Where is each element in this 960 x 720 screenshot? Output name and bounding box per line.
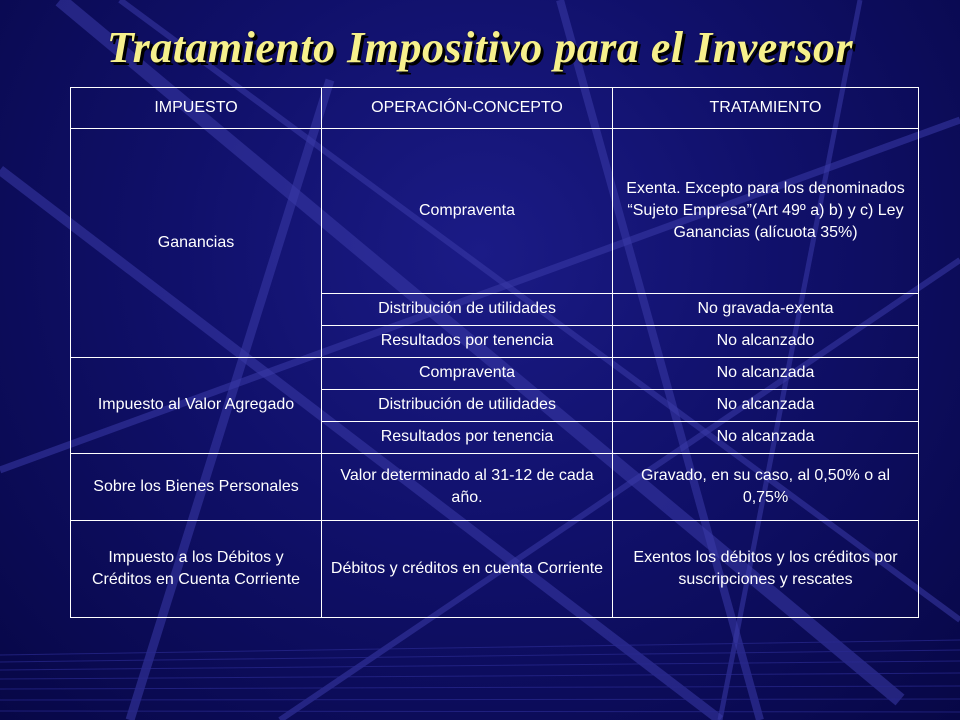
operacion-cell: Distribución de utilidades <box>322 390 613 422</box>
operacion-cell: Compraventa <box>322 129 613 294</box>
header-impuesto: IMPUESTO <box>71 88 322 129</box>
table-row <box>71 454 919 521</box>
tax-treatment-table <box>70 87 919 618</box>
tratamiento-cell: Exentos los débitos y los créditos por suscripciones y rescates <box>613 521 919 618</box>
tratamiento-cell: Exenta. Excepto para los denominados “Sujeto Empresa”(Art 49º a) b) y c) Ley Ganancias (alícuota 35%) <box>613 129 919 294</box>
tratamiento-cell: No alcanzada <box>613 422 919 454</box>
impuesto-iva: Impuesto al Valor Agregado <box>71 358 322 454</box>
header-tratamiento: TRATAMIENTO <box>613 88 919 129</box>
tratamiento-cell: Gravado, en su caso, al 0,50% o al 0,75% <box>613 454 919 521</box>
operacion-cell: Resultados por tenencia <box>322 422 613 454</box>
tratamiento-cell: No gravada-exenta <box>613 294 919 326</box>
slide-title: Tratamiento Impositivo para el Inversor <box>106 23 854 72</box>
impuesto-bienes-personales: Sobre los Bienes Personales <box>71 454 322 521</box>
operacion-cell: Débitos y créditos en cuenta Corriente <box>322 521 613 618</box>
header-operacion-concepto: OPERACIÓN-CONCEPTO <box>322 88 613 129</box>
tratamiento-cell: No alcanzado <box>613 326 919 358</box>
impuesto-debitos-creditos: Impuesto a los Débitos y Créditos en Cuenta Corriente <box>71 521 322 618</box>
table-header-row <box>71 88 919 129</box>
table-row <box>71 521 919 618</box>
table-row <box>71 129 919 294</box>
operacion-cell: Resultados por tenencia <box>322 326 613 358</box>
operacion-cell: Valor determinado al 31-12 de cada año. <box>322 454 613 521</box>
operacion-cell: Compraventa <box>322 358 613 390</box>
table-row <box>71 358 919 390</box>
tratamiento-cell: No alcanzada <box>613 358 919 390</box>
tratamiento-cell: No alcanzada <box>613 390 919 422</box>
operacion-cell: Distribución de utilidades <box>322 294 613 326</box>
impuesto-ganancias: Ganancias <box>71 129 322 358</box>
